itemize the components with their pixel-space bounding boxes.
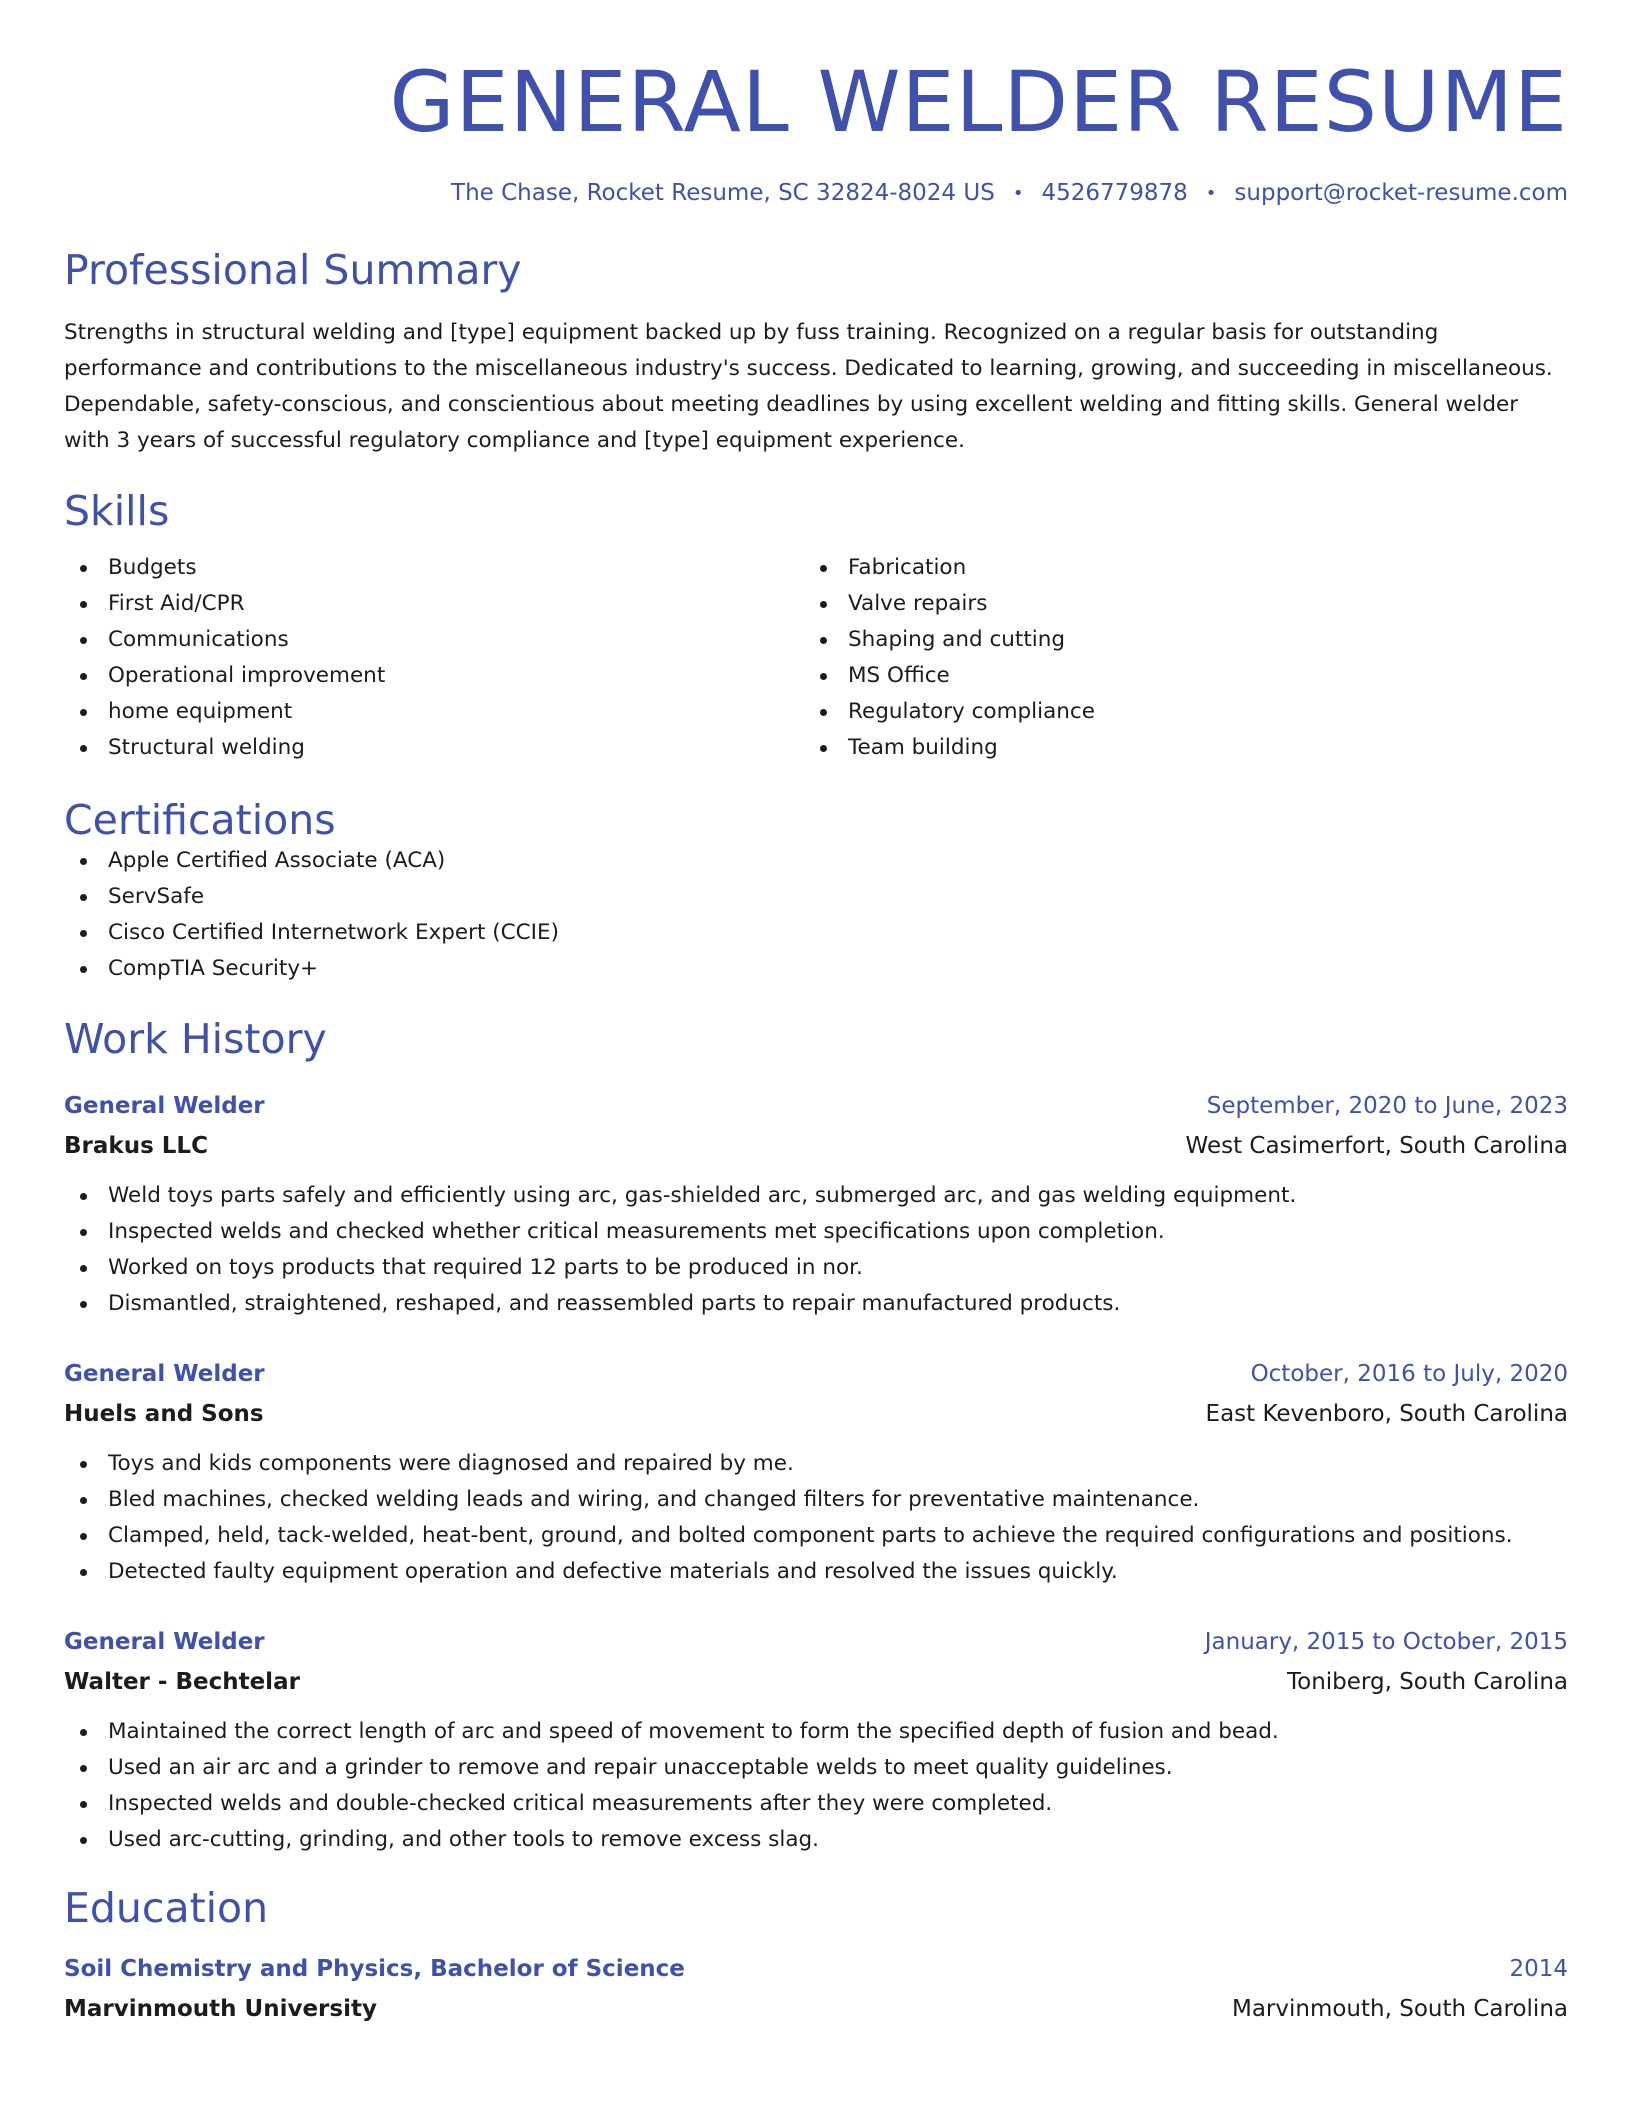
job-location: East Kevenboro, South Carolina: [1205, 1401, 1568, 1428]
skill-item: Budgets: [64, 550, 804, 586]
phone: 4526779878: [1041, 180, 1188, 206]
job-entry: [64, 1356, 1568, 1590]
resume-title: GENERAL WELDER RESUME: [389, 53, 1568, 151]
summary-heading: Professional Summary: [64, 246, 522, 294]
education-location: Marvinmouth, South Carolina: [1231, 1996, 1568, 2023]
job-location: West Casimerfort, South Carolina: [1185, 1133, 1568, 1160]
education-school: Marvinmouth University: [64, 1996, 377, 2023]
skills-list-left: [64, 550, 804, 766]
job-entry: [64, 1624, 1568, 1858]
skill-item: Structural welding: [64, 730, 804, 766]
skill-item: Valve repairs: [804, 586, 1544, 622]
email: support@rocket-resume.com: [1234, 180, 1568, 206]
education-entry: [64, 1951, 1568, 2027]
job-bullets: [64, 1446, 1568, 1590]
certification-item: ServSafe: [64, 879, 1568, 915]
education-year: 2014: [1509, 1956, 1568, 1983]
job-company: Brakus LLC: [64, 1133, 208, 1160]
job-bullet: Worked on toys products that required 12 parts to be produced in nor.: [64, 1250, 1568, 1286]
education-heading: Education: [64, 1884, 269, 1933]
skill-item: Team building: [804, 730, 1544, 766]
address: The Chase, Rocket Resume, SC 32824-8024 US: [451, 180, 995, 206]
certifications-list: [64, 843, 1568, 987]
separator-dot: •: [1012, 182, 1024, 204]
job-bullets: [64, 1714, 1568, 1858]
separator-dot: •: [1205, 182, 1217, 204]
job-role: General Welder: [64, 1361, 265, 1388]
job-bullets: [64, 1178, 1568, 1322]
job-company: Huels and Sons: [64, 1401, 264, 1428]
job-entry: [64, 1088, 1568, 1322]
skills-list-right: [804, 550, 1544, 766]
job-bullet: Clamped, held, tack-welded, heat-bent, ground, and bolted component parts to achieve the required configurations and positions.: [64, 1518, 1568, 1554]
job-bullet: Used an air arc and a grinder to remove and repair unacceptable welds to meet quality guidelines.: [64, 1750, 1568, 1786]
job-role: General Welder: [64, 1629, 265, 1656]
summary-text: Strengths in structural welding and [type] equipment backed up by fuss training. Recognized on a regular basis for outstanding performance and contributions to the miscellaneous industry's success. Dedicated to learning, growing, and succeeding in miscellaneous. Dependable, safety-conscious, and conscientious about meeting deadlines by using excellent welding and fitting skills. General welder with 3 years of successful regulatory compliance and [type] equipment experience.: [64, 320, 1553, 454]
job-company: Walter - Bechtelar: [64, 1669, 300, 1696]
job-role: General Welder: [64, 1093, 265, 1120]
skill-item: Shaping and cutting: [804, 622, 1544, 658]
job-dates: September, 2020 to June, 2023: [1206, 1093, 1568, 1120]
skill-item: MS Office: [804, 658, 1544, 694]
education-degree: Soil Chemistry and Physics, Bachelor of Science: [64, 1956, 685, 1983]
work-history-heading: Work History: [64, 1015, 327, 1064]
certification-item: CompTIA Security+: [64, 951, 1568, 987]
skill-item: Fabrication: [804, 550, 1544, 586]
job-bullet: Maintained the correct length of arc and speed of movement to form the specified depth of fusion and bead.: [64, 1714, 1568, 1750]
job-bullet: Detected faulty equipment operation and defective materials and resolved the issues quickly.: [64, 1554, 1568, 1590]
job-bullet: Dismantled, straightened, reshaped, and reassembled parts to repair manufactured products.: [64, 1286, 1568, 1322]
certification-item: Apple Certified Associate (ACA): [64, 843, 1568, 879]
job-dates: January, 2015 to October, 2015: [1204, 1629, 1568, 1656]
skill-item: Communications: [64, 622, 804, 658]
job-bullet: Bled machines, checked welding leads and wiring, and changed filters for preventative maintenance.: [64, 1482, 1568, 1518]
certification-item: Cisco Certified Internetwork Expert (CCIE): [64, 915, 1568, 951]
job-bullet: Toys and kids components were diagnosed and repaired by me.: [64, 1446, 1568, 1482]
job-bullet: Inspected welds and double-checked critical measurements after they were completed.: [64, 1786, 1568, 1822]
skill-item: Operational improvement: [64, 658, 804, 694]
skill-item: home equipment: [64, 694, 804, 730]
contact-line: [64, 180, 1568, 206]
job-bullet: Weld toys parts safely and efficiently using arc, gas-shielded arc, submerged arc, and gas welding equipment.: [64, 1178, 1568, 1214]
job-bullet: Inspected welds and checked whether critical measurements met specifications upon completion.: [64, 1214, 1568, 1250]
certifications-heading: Certifications: [64, 796, 336, 845]
skill-item: Regulatory compliance: [804, 694, 1544, 730]
skill-item: First Aid/CPR: [64, 586, 804, 622]
job-bullet: Used arc-cutting, grinding, and other tools to remove excess slag.: [64, 1822, 1568, 1858]
skills-columns: [64, 550, 1568, 766]
skills-heading: Skills: [64, 487, 170, 536]
job-dates: October, 2016 to July, 2020: [1250, 1361, 1568, 1388]
job-location: Toniberg, South Carolina: [1287, 1669, 1568, 1696]
